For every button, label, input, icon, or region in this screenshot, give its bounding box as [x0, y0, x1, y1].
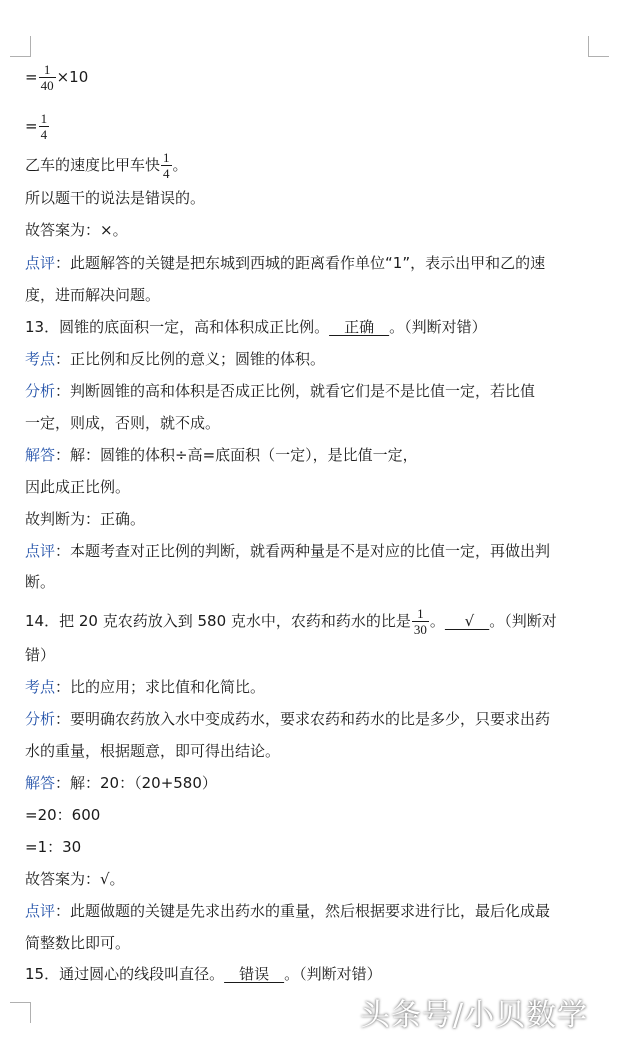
text-line: 水的重量，根据题意，即可得出结论。 [25, 742, 281, 760]
body-text: ：解：圆锥的体积÷高=底面积（一定），是比值一定， [55, 446, 418, 464]
fraction-numerator: 1 [163, 150, 170, 165]
fraction-numerator: 1 [43, 62, 51, 77]
question-text: 15．通过圆心的线段叫直径。 [25, 965, 225, 983]
answer-blank: 错误 [224, 965, 285, 983]
question-text: 。（判断对错） [389, 318, 487, 336]
question-15 [25, 964, 382, 984]
equation-line: =20：600 [25, 806, 101, 824]
page-corner-mark [10, 36, 31, 57]
question-text: 。（判断对 [489, 612, 557, 630]
question-text: 。（判断对错） [284, 965, 382, 983]
equation-text: = [25, 68, 38, 86]
equation-line [25, 62, 88, 93]
fraction [412, 606, 429, 637]
body-text: ：比的应用；求比值和化简比。 [55, 678, 266, 696]
knowledge-point-line [25, 677, 265, 697]
analysis-label: 分析 [25, 710, 56, 728]
body-text: ：此题做题的关键是先求出药水的重量，然后根据要求进行比，最后化成最 [55, 902, 551, 920]
solution-line [25, 773, 217, 793]
text-line: 错） [25, 646, 56, 664]
question-text: 。 [429, 612, 445, 630]
fraction [39, 62, 56, 93]
text-line: 度，进而解决问题。 [25, 286, 161, 304]
review-line [25, 541, 550, 561]
fraction [161, 150, 172, 181]
text-line: 一定，则成，否则，就不成。 [25, 414, 221, 432]
text-line: 断。 [25, 573, 56, 591]
question-13 [25, 317, 487, 337]
solution-label: 解答 [25, 774, 56, 792]
text-line [25, 150, 188, 181]
fraction-numerator: 1 [417, 606, 424, 621]
solution-line [25, 445, 418, 465]
equation-text: = [25, 117, 38, 135]
answer-blank: 正确 [329, 318, 390, 336]
body-text: ：此题解答的关键是把东城到西城的距离看作单位“1”，表示出甲和乙的速 [55, 254, 546, 272]
fraction [39, 111, 50, 142]
watermark-text: 头条号/小贝数学 [360, 998, 589, 1033]
question-text: 14．把 20 克农药放入到 580 克水中，农药和药水的比是 [25, 612, 411, 630]
fraction-numerator: 1 [40, 111, 48, 126]
knowledge-point-label: 考点 [25, 678, 56, 696]
question-14 [25, 606, 557, 637]
text-line: 故答案为：×。 [25, 221, 128, 239]
analysis-label: 分析 [25, 382, 56, 400]
analysis-line [25, 381, 535, 401]
body-text: ：判断圆锥的高和体积是否成正比例，就看它们是不是比值一定，若比值 [55, 382, 536, 400]
equation-line [25, 111, 50, 142]
body-text: ：正比例和反比例的意义；圆锥的体积。 [55, 350, 326, 368]
question-text: 13．圆锥的底面积一定，高和体积成正比例。 [25, 318, 330, 336]
review-line [25, 253, 545, 273]
answer-blank: √ [444, 612, 490, 630]
body-text: 。 [172, 156, 188, 174]
body-text: ：本题考查对正比例的判断，就看两种量是不是对应的比值一定，再做出判 [55, 542, 551, 560]
fraction-denominator: 4 [163, 166, 170, 181]
fraction-denominator: 40 [40, 78, 54, 93]
text-line: 故答案为：√。 [25, 870, 125, 888]
review-label: 点评 [25, 902, 56, 920]
solution-label: 解答 [25, 446, 56, 464]
equation-text: ×10 [56, 68, 89, 86]
review-label: 点评 [25, 254, 56, 272]
analysis-line [25, 709, 550, 729]
body-text: 乙车的速度比甲车快 [25, 156, 161, 174]
text-line: 所以题干的说法是错误的。 [25, 189, 206, 207]
review-label: 点评 [25, 542, 56, 560]
fraction-denominator: 30 [413, 622, 427, 637]
page-corner-mark [10, 1002, 31, 1023]
text-line: 故判断为：正确。 [25, 510, 146, 528]
body-text: ：解：20：（20+580） [55, 774, 217, 792]
body-text: ：要明确农药放入水中变成药水，要求农药和药水的比是多少，只要求出药 [55, 710, 551, 728]
fraction-denominator: 4 [40, 127, 48, 142]
knowledge-point-line [25, 349, 325, 369]
knowledge-point-label: 考点 [25, 350, 56, 368]
page-corner-mark [588, 36, 609, 57]
text-line: 简整数比即可。 [25, 934, 131, 952]
equation-line: =1：30 [25, 838, 82, 856]
review-line [25, 901, 550, 921]
text-line: 因此成正比例。 [25, 478, 131, 496]
